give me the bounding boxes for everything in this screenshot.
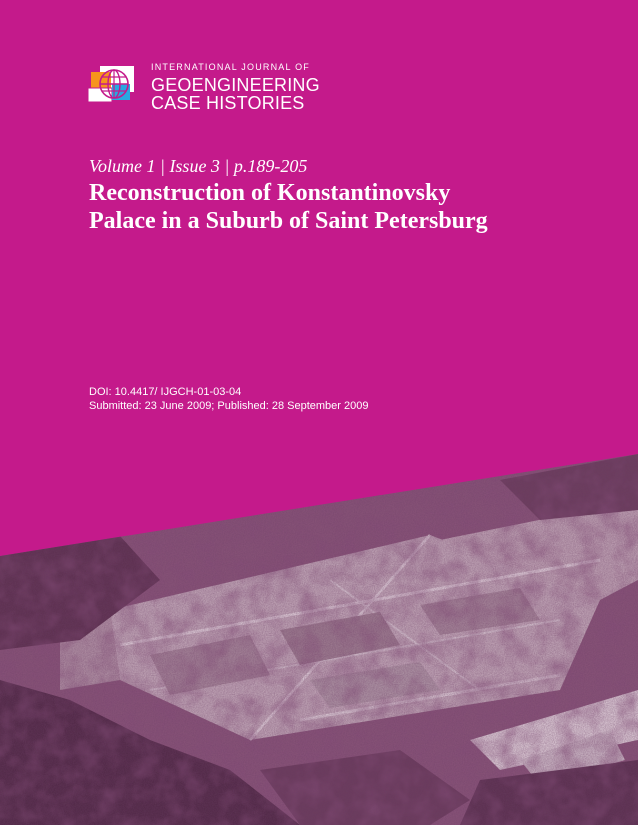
issue-info: Volume 1 | Issue 3 | p.189-205	[89, 156, 308, 176]
journal-name	[151, 63, 320, 112]
aerial-photo-palace-grounds	[0, 440, 638, 825]
article-title-line2: Palace in a Suburb of Saint Petersburg	[89, 208, 488, 234]
journal-name-line2: GEOENGINEERING	[151, 75, 320, 95]
article-title	[89, 179, 609, 235]
submission-dates: Submitted: 23 June 2009; Published: 28 September 2009	[89, 400, 369, 412]
article-title-line1: Reconstruction of Konstantinovsky	[89, 180, 451, 206]
article-meta	[89, 385, 368, 413]
journal-name-line1: INTERNATIONAL JOURNAL OF	[151, 62, 310, 72]
journal-name-line3: CASE HISTORIES	[151, 93, 305, 113]
doi-text: DOI: 10.4417/ IJGCH-01-03-04	[89, 386, 242, 398]
globe-grid-logo-icon	[88, 62, 140, 106]
